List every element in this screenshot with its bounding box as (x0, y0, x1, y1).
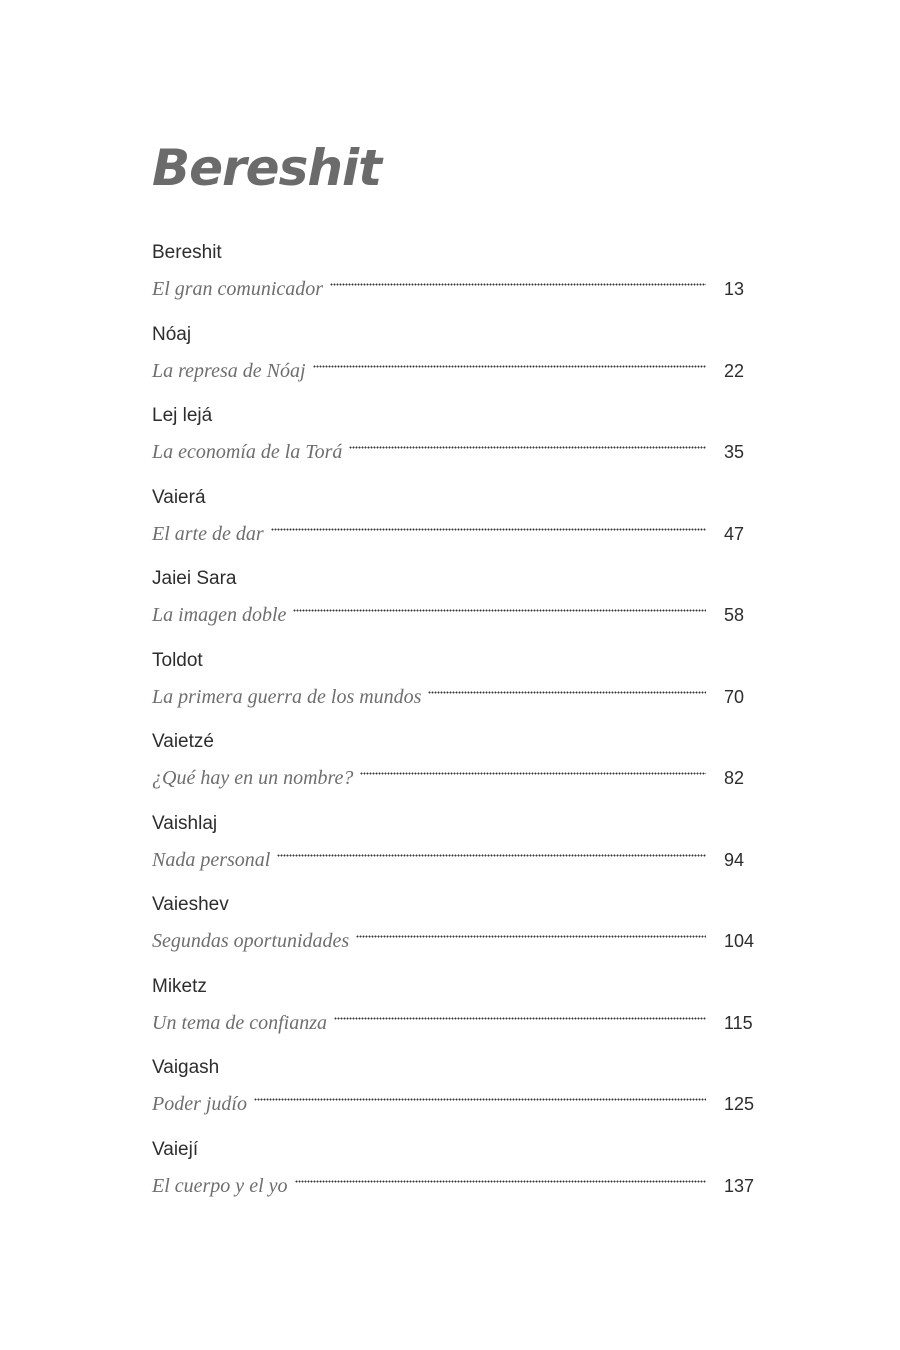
parasha-name: Miketz (152, 975, 207, 997)
chapter-title: El gran comunicador (152, 278, 324, 300)
chapter-title: La economía de la Torá (152, 441, 343, 463)
toc-entry[interactable] (152, 403, 772, 485)
dot-leader (342, 430, 706, 458)
page-number: 13 (724, 279, 745, 299)
page-number: 104 (724, 931, 755, 951)
toc-entry[interactable] (152, 1055, 772, 1137)
page-number: 58 (724, 605, 745, 625)
chapter-title: ¿Qué hay en un nombre? (152, 767, 354, 789)
page-number: 94 (724, 849, 745, 870)
page-number: 35 (724, 442, 745, 462)
toc-line (152, 838, 772, 871)
parasha-name: Vaieshev (152, 894, 229, 915)
parasha-name: Bereshit (152, 242, 222, 263)
dot-leader (247, 1082, 706, 1110)
page-number: 47 (724, 523, 745, 544)
page-number: 137 (724, 1175, 755, 1196)
toc-line (152, 1082, 772, 1115)
toc-entry[interactable] (152, 729, 772, 811)
parasha-name: Jaiei Sara (152, 568, 237, 589)
section-title: Bereshit (152, 139, 381, 197)
chapter-title: Un tema de confianza (152, 1011, 327, 1034)
parasha-name: Vaigash (152, 1057, 220, 1078)
toc-entry[interactable] (152, 974, 772, 1056)
toc-line (152, 1164, 772, 1197)
dot-leader (306, 349, 706, 377)
toc-line (152, 349, 772, 382)
chapter-title: El arte de dar (152, 522, 264, 545)
chapter-title: Segundas oportunidades (152, 930, 350, 952)
dot-leader (327, 1001, 706, 1029)
toc-line (152, 675, 772, 708)
toc-line (152, 1001, 772, 1034)
toc-line (152, 430, 772, 463)
page-number: 70 (724, 686, 745, 707)
parasha-name: Vaiejí (152, 1138, 199, 1160)
chapter-title: Nada personal (152, 848, 271, 871)
toc-entry[interactable] (152, 892, 772, 974)
page-number: 125 (724, 1094, 755, 1114)
dot-leader (349, 919, 706, 947)
dot-leader (323, 267, 706, 295)
page-number: 115 (724, 1012, 753, 1033)
table-of-contents (152, 240, 772, 1218)
dot-leader (270, 838, 706, 866)
toc-line (152, 267, 772, 300)
toc-line (152, 512, 772, 545)
parasha-name: Toldot (152, 649, 203, 671)
chapter-title: La represa de Nóaj (152, 359, 306, 382)
chapter-title: Poder judío (152, 1093, 247, 1115)
page-number: 82 (724, 768, 745, 788)
toc-line (152, 756, 772, 789)
dot-leader (264, 512, 706, 540)
chapter-title: La primera guerra de los mundos (152, 685, 422, 708)
chapter-title: El cuerpo y el yo (152, 1174, 288, 1197)
toc-line (152, 919, 772, 952)
dot-leader (421, 675, 706, 703)
dot-leader (286, 593, 706, 621)
parasha-name: Lej lejá (152, 405, 213, 426)
parasha-name: Vaietzé (152, 731, 214, 752)
chapter-title: La imagen doble (152, 604, 287, 626)
toc-entry[interactable] (152, 648, 772, 730)
toc-entry[interactable] (152, 566, 772, 648)
page-number: 22 (724, 360, 745, 381)
parasha-name: Nóaj (152, 323, 192, 345)
toc-entry[interactable] (152, 1137, 772, 1219)
toc-entry[interactable] (152, 485, 772, 567)
toc-line (152, 593, 772, 626)
toc-entry[interactable] (152, 322, 772, 404)
dot-leader (353, 756, 706, 784)
parasha-name: Vaierá (152, 486, 206, 508)
toc-entry[interactable] (152, 240, 772, 322)
toc-entry[interactable] (152, 811, 772, 893)
parasha-name: Vaishlaj (152, 812, 218, 834)
dot-leader (288, 1164, 707, 1192)
